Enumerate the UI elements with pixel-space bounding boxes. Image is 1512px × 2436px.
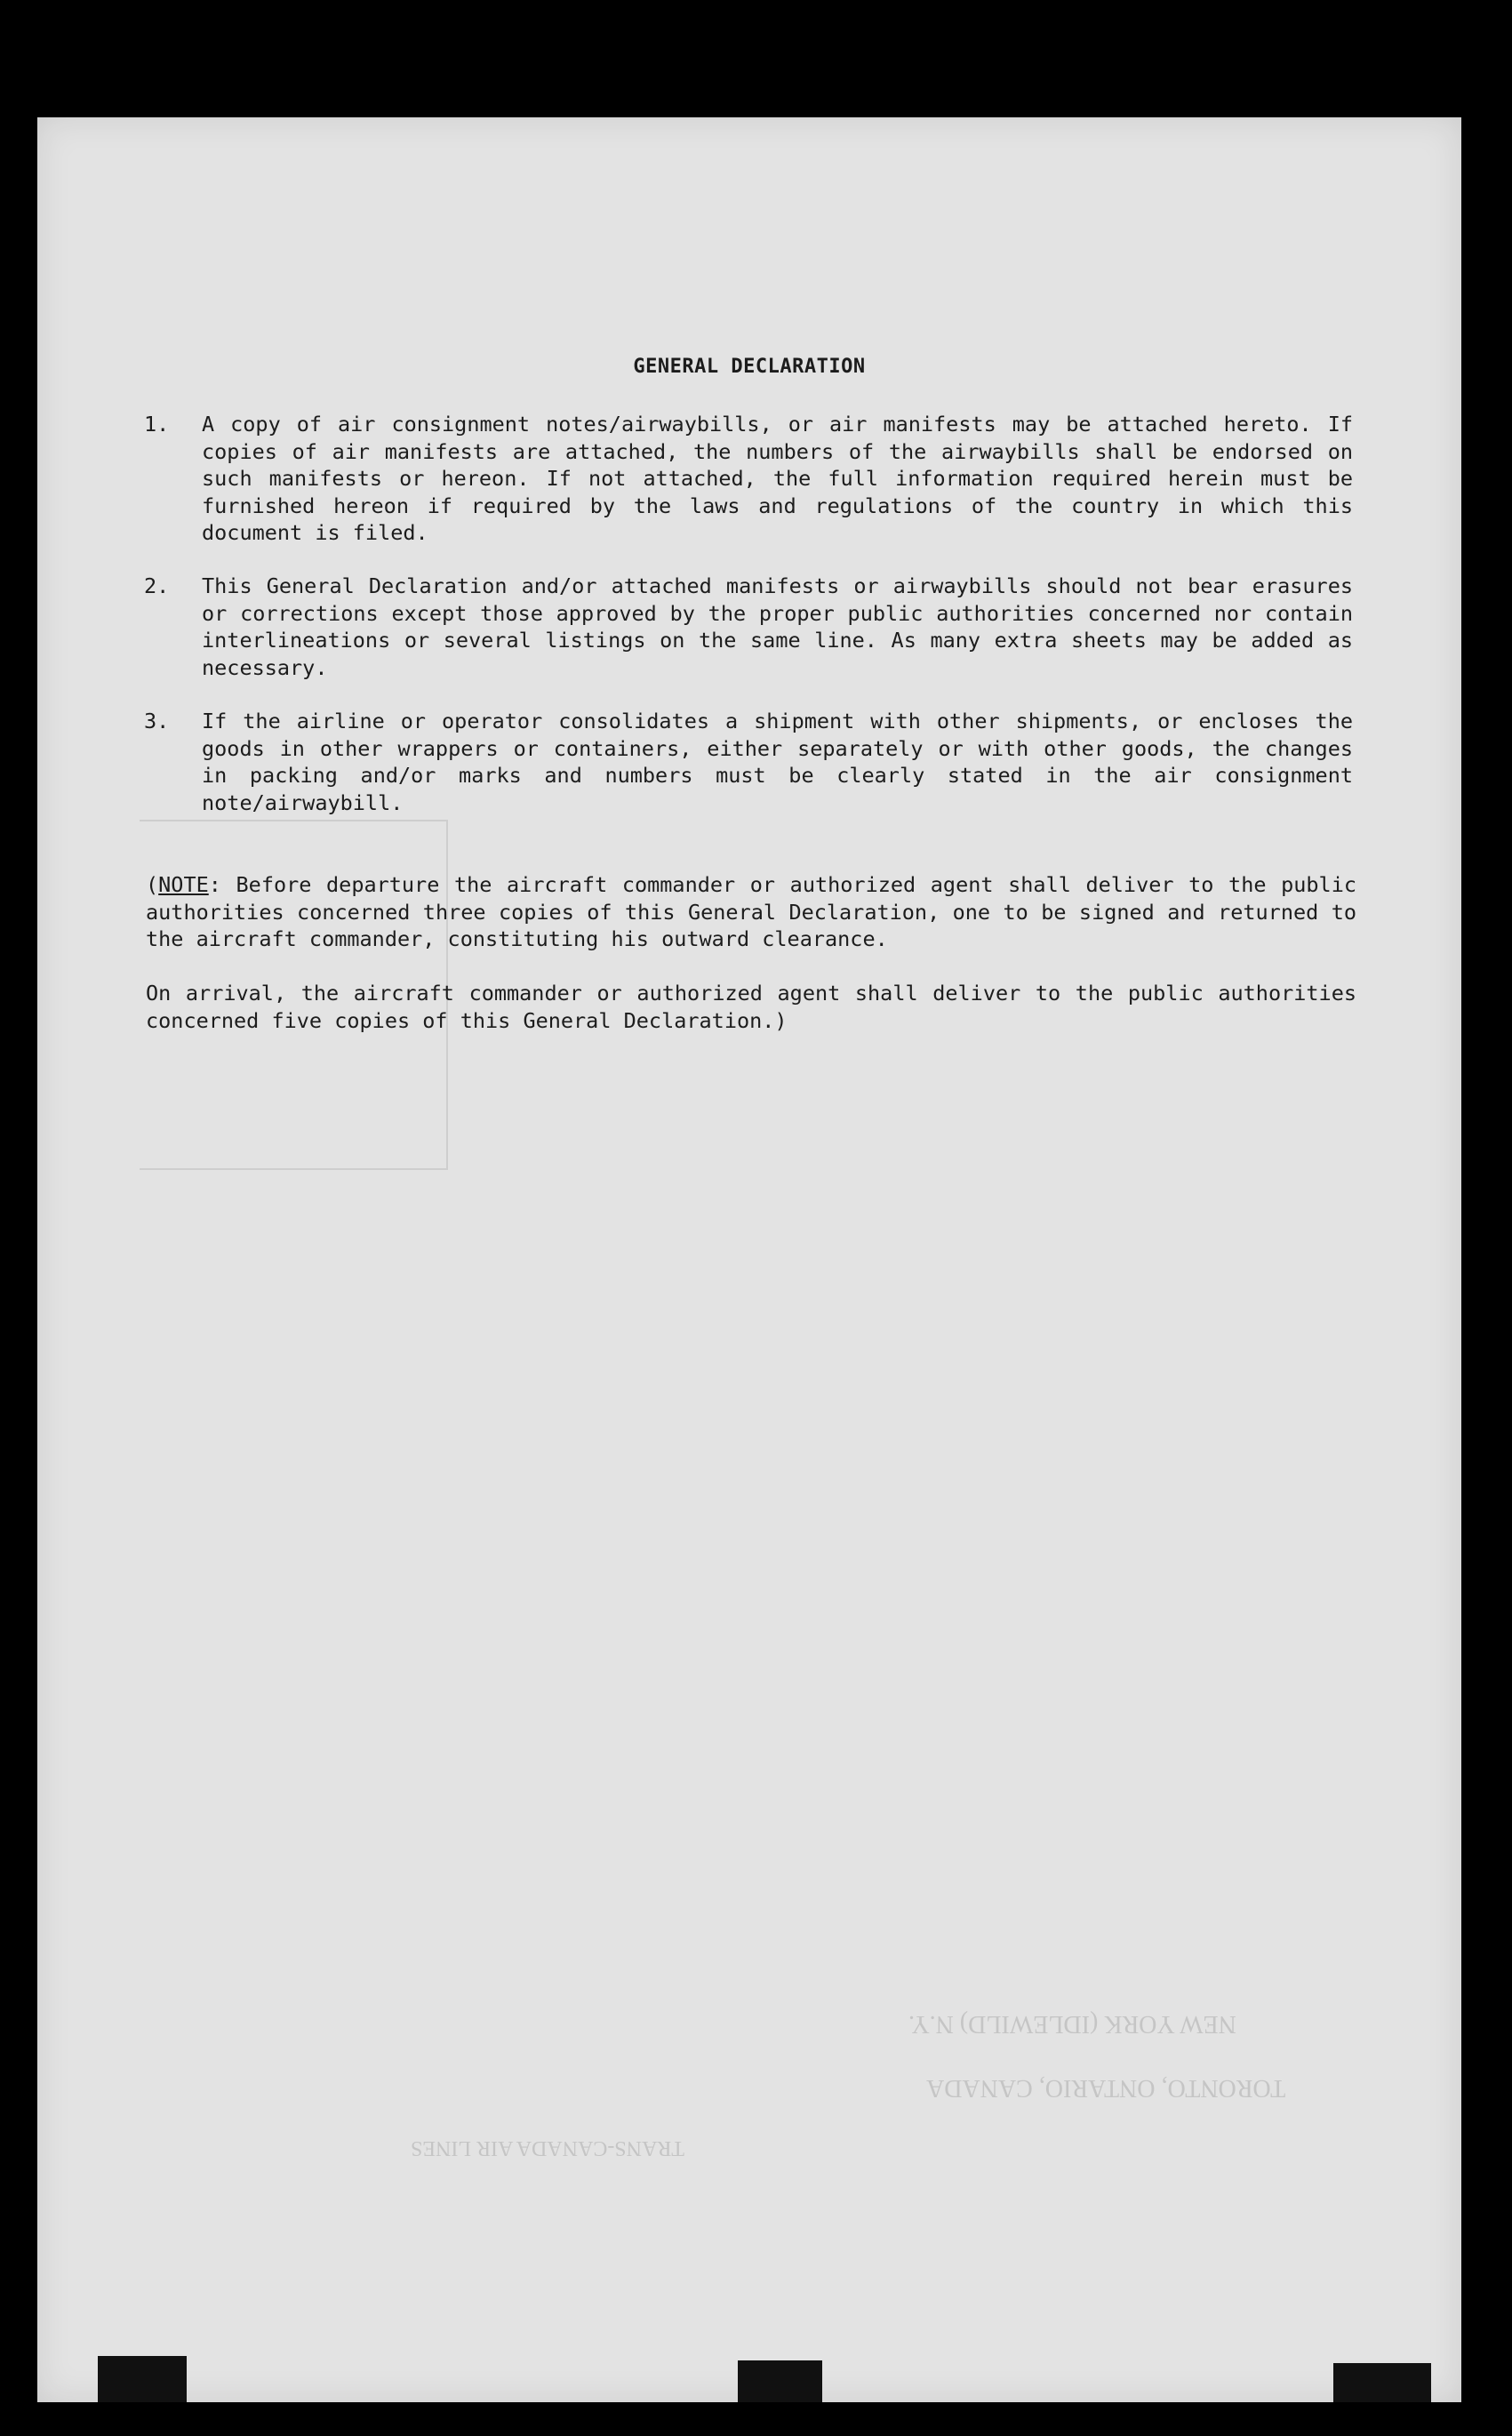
item-number: 2. [144, 573, 170, 598]
item-text: If the airline or operator consolidates a shipment with other shipments, or encloses the goods in other wrappers or containers, either separately or with other goods, the changes in packing and/or marks and numbers must be clearly stated in the air consignment note/airwaybill. [202, 709, 1353, 815]
document-page [37, 117, 1461, 2402]
scan-edge-artifact [1333, 2363, 1431, 2402]
instruction-item [144, 573, 1353, 681]
scan-edge-artifact [98, 2356, 187, 2402]
note-colon: : [208, 872, 221, 897]
arrival-paragraph: On arrival, the aircraft commander or authorized agent shall deliver to the public authorities concerned five copies of this General Declaration.) [146, 981, 1356, 1033]
note-open-paren: ( [146, 872, 159, 897]
item-number: 1. [144, 412, 170, 437]
bleed-through-text: TORONTO, ONTARIO, CANADA [926, 2074, 1286, 2102]
item-number: 3. [144, 709, 170, 733]
item-text: This General Declaration and/or attached manifests or airwaybills should not bear erasures or corrections except those approved by the proper public authorities concerned nor contain interlineations or several listings on the same line. As many extra sheets may be added as necessary. [202, 573, 1353, 680]
item-text: A copy of air consignment notes/airwaybills, or air manifests may be attached hereto. If copies of air manifests are attached, the numbers of the airwaybills shall be endorsed on such manifests or hereon. If not attached, the full information required herein must be furnished hereon if required by the laws and regulations of the country in which this document is filed. [202, 412, 1353, 545]
bleed-through-text: TRANS-CANADA AIR LINES [411, 2136, 685, 2160]
document-title: GENERAL DECLARATION [633, 356, 866, 378]
note-paragraph [146, 871, 1356, 953]
note-label: NOTE [158, 872, 209, 897]
instruction-item [144, 411, 1353, 547]
scan-edge-artifact [738, 2360, 822, 2402]
bleed-through-text: NEW YORK (IDLEWILD) N.Y. [908, 2010, 1236, 2038]
note-text: Before departure the aircraft commander or authorized agent shall deliver to the public authorities concerned three copies of this General Declaration, one to be signed and returned to the aircraft commander, constituting his outward clearance. [146, 872, 1356, 951]
instruction-item [144, 708, 1353, 816]
